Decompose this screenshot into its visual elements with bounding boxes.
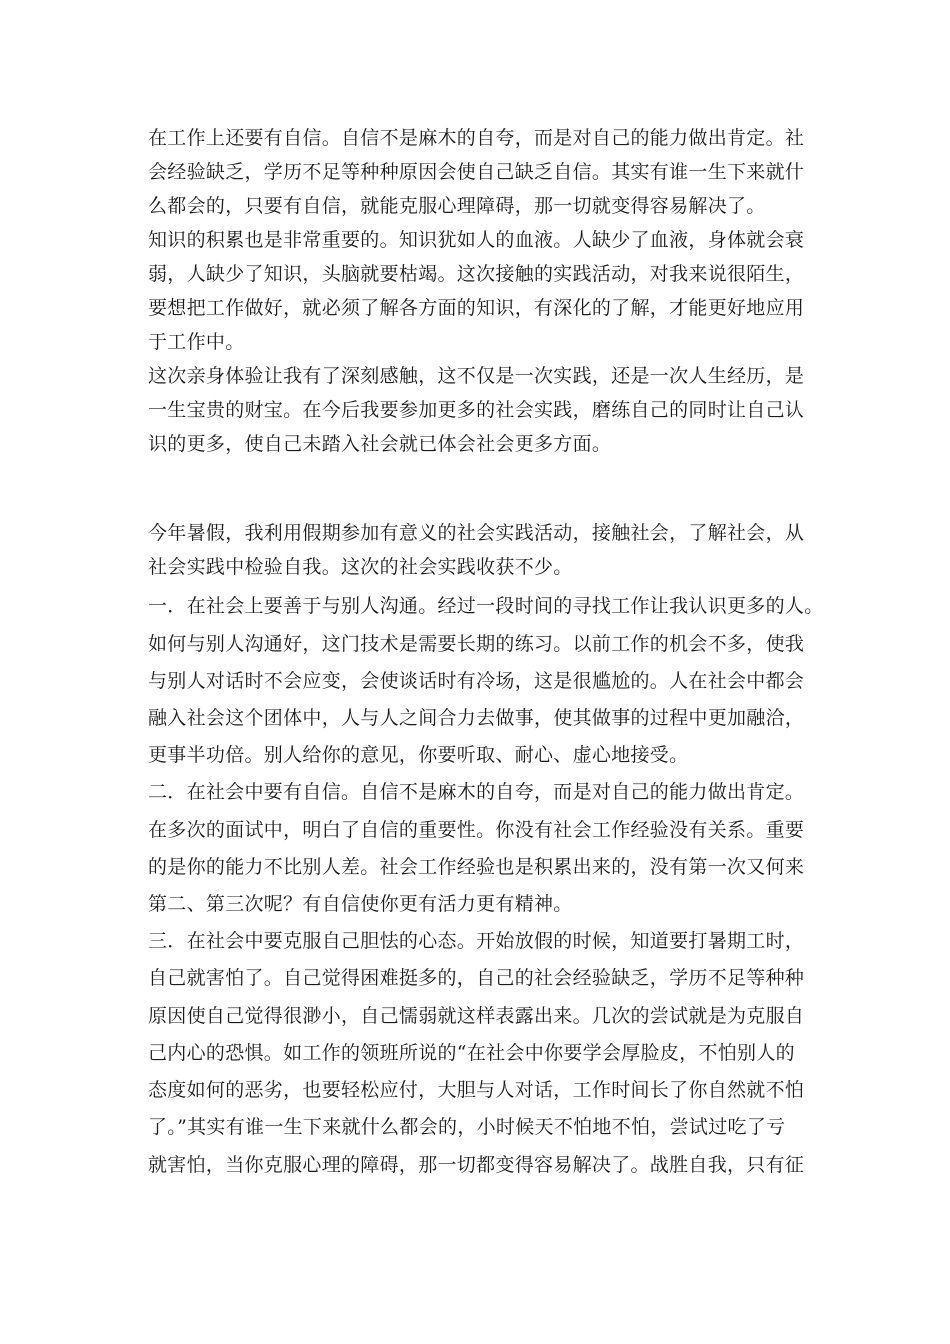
- text-line: 第二、第三次呢？有自信使你更有活力更有精神。: [148, 893, 573, 915]
- text-line: 自己就害怕了。自己觉得困难挺多的，自己的社会经验缺乏，学历不足等种种: [148, 967, 805, 989]
- text-line: 就害怕，当你克服心理的障碍，那一切都变得容易解决了。战胜自我，只有征: [148, 1154, 805, 1176]
- text-line: 一生宝贵的财宝。在今后我要参加更多的社会实践，磨练自己的同时让自己认: [148, 399, 805, 421]
- text-line: 三．在社会中要克服自己胆怯的心态。开始放假的时候，知道要打暑期工时，: [148, 930, 805, 952]
- text-line: 原因使自己觉得很渺小，自己懦弱就这样表露出来。几次的尝试就是为克服自: [148, 1005, 805, 1027]
- text-line: 了。”其实有谁一生下来就什么都会的，小时候天不怕地不怕，尝试过吃了亏: [148, 1116, 786, 1138]
- text-line: 今年暑假，我利用假期参加有意义的社会实践活动，接触社会，了解社会，从: [148, 522, 805, 544]
- text-line: 的是你的能力不比别人差。社会工作经验也是积累出来的，没有第一次又何来: [148, 856, 805, 878]
- text-line: 与别人对话时不会应变，会使谈话时有冷场，这是很尴尬的。人在社会中都会: [148, 670, 805, 692]
- text-line: 么都会的，只要有自信，就能克服心理障碍，那一切就变得容易解决了。: [148, 195, 766, 217]
- text-line: 二．在社会中要有自信。自信不是麻木的自夸，而是对自己的能力做出肯定。: [148, 781, 805, 803]
- text-line: 这次亲身体验让我有了深刻感触，这不仅是一次实践，还是一次人生经历，是: [148, 365, 805, 387]
- text-line: 要想把工作做好，就必须了解各方面的知识，有深化的了解，才能更好地应用: [148, 297, 805, 319]
- text-line: 识的更多，使自己未踏入社会就已体会社会更多方面。: [148, 433, 612, 455]
- text-line: 会经验缺乏，学历不足等种种原因会使自己缺乏自信。其实有谁一生下来就什: [148, 161, 805, 183]
- text-line: 社会实践中检验自我。这次的社会实践收获不少。: [148, 556, 573, 578]
- text-line: 于工作中。: [148, 331, 245, 353]
- text-line: 知识的积累也是非常重要的。知识犹如人的血液。人缺少了血液，身体就会衰: [148, 229, 805, 251]
- text-line: 弱，人缺少了知识，头脑就要枯竭。这次接触的实践活动，对我来说很陌生，: [148, 263, 805, 285]
- text-line: 态度如何的恶劣，也要轻松应付，大胆与人对话，工作时间长了你自然就不怕: [148, 1079, 805, 1101]
- text-line: 在工作上还要有自信。自信不是麻木的自夸，而是对自己的能力做出肯定。社: [148, 127, 805, 149]
- text-line: 一．在社会上要善于与别人沟通。经过一段时间的寻找工作让我认识更多的人。: [148, 595, 824, 617]
- text-line: 更事半功倍。别人给你的意见，你要听取、耐心、虚心地接受。: [148, 744, 689, 766]
- text-line: 融入社会这个团体中，人与人之间合力去做事，使其做事的过程中更加融洽，: [148, 707, 805, 729]
- text-line: 如何与别人沟通好，这门技术是需要长期的练习。以前工作的机会不多，使我: [148, 633, 805, 655]
- text-line: 在多次的面试中，明白了自信的重要性。你没有社会工作经验没有关系。重要: [148, 819, 805, 841]
- text-line: 己内心的恐惧。如工作的领班所说的“在社会中你要学会厚脸皮，不怕别人的: [148, 1042, 795, 1064]
